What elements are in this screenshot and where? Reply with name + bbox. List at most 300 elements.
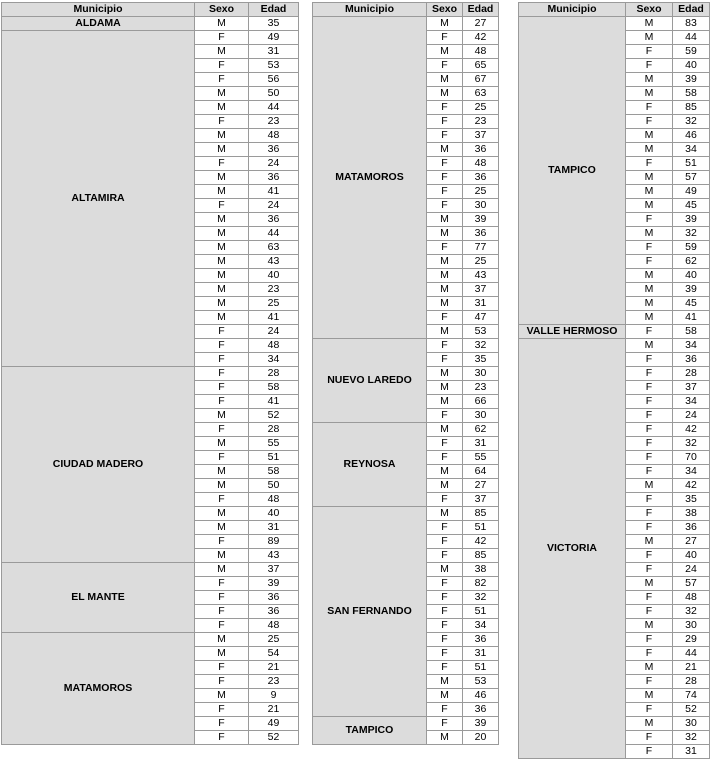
sexo-cell: M [427,465,463,479]
edad-cell: 77 [463,241,499,255]
sexo-cell: F [626,157,673,171]
edad-cell: 42 [673,423,710,437]
edad-cell: 30 [463,199,499,213]
edad-cell: 43 [463,269,499,283]
edad-cell: 44 [249,227,299,241]
municipio-cell: VICTORIA [519,339,626,759]
edad-cell: 42 [463,535,499,549]
municipio-cell: MATAMOROS [313,17,427,339]
header-sexo: Sexo [427,3,463,17]
sexo-cell: M [427,479,463,493]
sexo-cell: F [626,423,673,437]
edad-cell: 43 [249,549,299,563]
sexo-cell: M [195,227,249,241]
edad-cell: 45 [673,199,710,213]
edad-cell: 37 [249,563,299,577]
edad-cell: 36 [673,353,710,367]
sexo-cell: F [626,213,673,227]
table-row [519,17,710,31]
sexo-cell: F [195,493,249,507]
sexo-cell: F [195,73,249,87]
sexo-cell: F [626,591,673,605]
sexo-cell: M [626,661,673,675]
sexo-cell: F [195,591,249,605]
sexo-cell: M [427,283,463,297]
municipio-cell: EL MANTE [2,563,195,633]
sexo-cell: M [195,689,249,703]
sexo-cell: F [427,185,463,199]
edad-cell: 41 [249,311,299,325]
sexo-cell: M [626,311,673,325]
sexo-cell: F [427,605,463,619]
sexo-cell: M [626,297,673,311]
sexo-cell: M [195,549,249,563]
edad-cell: 34 [463,619,499,633]
edad-cell: 36 [463,703,499,717]
sexo-cell: F [195,731,249,745]
header-sexo: Sexo [195,3,249,17]
edad-cell: 32 [673,437,710,451]
sexo-cell: F [195,703,249,717]
edad-cell: 49 [249,31,299,45]
edad-cell: 30 [673,717,710,731]
municipio-cell: NUEVO LAREDO [313,339,427,423]
edad-cell: 51 [673,157,710,171]
sexo-cell: M [195,171,249,185]
sexo-cell: F [427,59,463,73]
sexo-cell: M [427,395,463,409]
header-edad: Edad [673,3,710,17]
sexo-cell: F [427,703,463,717]
sexo-cell: F [195,353,249,367]
edad-cell: 24 [249,157,299,171]
sexo-cell: F [427,535,463,549]
edad-cell: 34 [673,465,710,479]
municipio-cell: CIUDAD MADERO [2,367,195,563]
sexo-cell: M [427,423,463,437]
sexo-cell: F [427,115,463,129]
edad-cell: 24 [249,325,299,339]
sexo-cell: F [427,717,463,731]
edad-cell: 25 [249,633,299,647]
edad-cell: 40 [249,269,299,283]
sexo-cell: F [195,423,249,437]
edad-cell: 40 [673,549,710,563]
sexo-cell: M [427,227,463,241]
municipio-cell: TAMPICO [519,17,626,325]
sexo-cell: F [195,381,249,395]
sexo-cell: F [195,605,249,619]
edad-cell: 31 [463,437,499,451]
sexo-cell: F [626,675,673,689]
edad-cell: 40 [249,507,299,521]
sexo-cell: M [195,143,249,157]
edad-cell: 21 [673,661,710,675]
sexo-cell: M [427,367,463,381]
edad-cell: 28 [673,367,710,381]
table-row [519,325,710,339]
sexo-cell: F [427,647,463,661]
edad-cell: 21 [249,661,299,675]
edad-cell: 48 [463,157,499,171]
edad-cell: 48 [249,339,299,353]
edad-cell: 29 [673,633,710,647]
edad-cell: 74 [673,689,710,703]
sexo-cell: M [427,73,463,87]
sexo-cell: M [195,185,249,199]
header-municipio: Municipio [519,3,626,17]
sexo-cell: F [626,493,673,507]
edad-cell: 39 [463,717,499,731]
edad-cell: 31 [249,45,299,59]
edad-cell: 85 [463,507,499,521]
sexo-cell: F [195,367,249,381]
sexo-cell: F [626,647,673,661]
edad-cell: 39 [673,213,710,227]
sexo-cell: M [626,577,673,591]
edad-cell: 41 [249,185,299,199]
edad-cell: 39 [249,577,299,591]
edad-cell: 27 [463,17,499,31]
edad-cell: 58 [249,381,299,395]
sexo-cell: F [427,577,463,591]
edad-cell: 52 [249,731,299,745]
edad-cell: 41 [249,395,299,409]
edad-cell: 36 [249,171,299,185]
edad-cell: 31 [463,297,499,311]
edad-cell: 64 [463,465,499,479]
edad-cell: 39 [673,73,710,87]
header-sexo: Sexo [626,3,673,17]
table-right [518,2,710,759]
edad-cell: 52 [249,409,299,423]
edad-cell: 51 [463,605,499,619]
sexo-cell: M [626,479,673,493]
sexo-cell: F [427,633,463,647]
sexo-cell: M [626,199,673,213]
sexo-cell: F [626,409,673,423]
sexo-cell: M [195,255,249,269]
sexo-cell: M [626,717,673,731]
sexo-cell: F [427,353,463,367]
table-row [313,17,499,31]
sexo-cell: F [427,619,463,633]
sexo-cell: M [427,255,463,269]
sexo-cell: M [195,563,249,577]
sexo-cell: F [427,31,463,45]
edad-cell: 25 [249,297,299,311]
sexo-cell: M [427,675,463,689]
sexo-cell: M [195,409,249,423]
edad-cell: 85 [463,549,499,563]
sexo-cell: F [626,605,673,619]
edad-cell: 30 [463,367,499,381]
sexo-cell: M [626,185,673,199]
edad-cell: 46 [673,129,710,143]
table-left [1,2,299,745]
edad-cell: 23 [249,115,299,129]
table-row [313,507,499,521]
edad-cell: 58 [249,465,299,479]
edad-cell: 36 [463,227,499,241]
sexo-cell: F [195,535,249,549]
edad-cell: 23 [463,381,499,395]
edad-cell: 9 [249,689,299,703]
sexo-cell: F [195,31,249,45]
sexo-cell: F [626,703,673,717]
edad-cell: 32 [673,227,710,241]
table-row [2,17,299,31]
sexo-cell: M [195,87,249,101]
edad-cell: 44 [673,647,710,661]
edad-cell: 44 [249,101,299,115]
sexo-cell: M [626,17,673,31]
edad-cell: 31 [673,745,710,759]
header-row [2,3,299,17]
header-municipio: Municipio [2,3,195,17]
edad-cell: 44 [673,31,710,45]
edad-cell: 30 [463,409,499,423]
edad-cell: 50 [249,87,299,101]
sexo-cell: F [195,661,249,675]
sexo-cell: F [427,101,463,115]
table-row [313,423,499,437]
sexo-cell: M [427,87,463,101]
edad-cell: 28 [249,367,299,381]
edad-cell: 24 [673,563,710,577]
sexo-cell: F [626,101,673,115]
edad-cell: 25 [463,185,499,199]
edad-cell: 65 [463,59,499,73]
edad-cell: 34 [249,353,299,367]
edad-cell: 82 [463,577,499,591]
sexo-cell: M [427,297,463,311]
edad-cell: 40 [673,269,710,283]
edad-cell: 56 [249,73,299,87]
sexo-cell: F [195,59,249,73]
edad-cell: 57 [673,171,710,185]
edad-cell: 42 [673,479,710,493]
sexo-cell: M [195,17,249,31]
sexo-cell: F [195,675,249,689]
edad-cell: 53 [249,59,299,73]
edad-cell: 25 [463,255,499,269]
edad-cell: 23 [249,675,299,689]
edad-cell: 24 [673,409,710,423]
edad-cell: 31 [249,521,299,535]
sexo-cell: M [626,143,673,157]
municipio-cell: ALDAMA [2,17,195,31]
sexo-cell: M [626,339,673,353]
edad-cell: 45 [673,297,710,311]
header-row [313,3,499,17]
sexo-cell: M [195,129,249,143]
edad-cell: 55 [463,451,499,465]
sexo-cell: F [626,395,673,409]
edad-cell: 52 [673,703,710,717]
table-row [519,339,710,353]
header-edad: Edad [249,3,299,17]
sexo-cell: M [195,437,249,451]
sexo-cell: F [427,199,463,213]
sexo-cell: F [195,325,249,339]
municipio-cell: MATAMOROS [2,633,195,745]
sexo-cell: F [626,367,673,381]
sexo-cell: F [427,339,463,353]
sexo-cell: M [626,283,673,297]
sexo-cell: M [427,325,463,339]
table-row [2,633,299,647]
edad-cell: 36 [249,213,299,227]
edad-cell: 28 [673,675,710,689]
sexo-cell: F [195,451,249,465]
sexo-cell: M [626,269,673,283]
sexo-cell: F [427,451,463,465]
edad-cell: 47 [463,311,499,325]
edad-cell: 23 [463,115,499,129]
sexo-cell: F [427,661,463,675]
edad-cell: 66 [463,395,499,409]
header-municipio: Municipio [313,3,427,17]
edad-cell: 23 [249,283,299,297]
edad-cell: 35 [249,17,299,31]
edad-cell: 67 [463,73,499,87]
sexo-cell: F [195,115,249,129]
edad-cell: 51 [249,451,299,465]
sexo-cell: M [427,143,463,157]
sexo-cell: M [195,297,249,311]
sexo-cell: M [626,129,673,143]
edad-cell: 31 [463,647,499,661]
edad-cell: 43 [249,255,299,269]
sexo-cell: F [427,241,463,255]
edad-cell: 48 [673,591,710,605]
edad-cell: 48 [249,493,299,507]
edad-cell: 36 [463,171,499,185]
sexo-cell: M [195,465,249,479]
sexo-cell: F [427,549,463,563]
sexo-cell: F [626,633,673,647]
sexo-cell: F [195,717,249,731]
municipio-cell: SAN FERNANDO [313,507,427,717]
edad-cell: 38 [673,507,710,521]
edad-cell: 40 [673,59,710,73]
edad-cell: 34 [673,339,710,353]
header-edad: Edad [463,3,499,17]
table-row [313,717,499,731]
sexo-cell: F [427,437,463,451]
sexo-cell: M [427,381,463,395]
edad-cell: 50 [249,479,299,493]
edad-cell: 37 [463,493,499,507]
sexo-cell: M [195,479,249,493]
edad-cell: 83 [673,17,710,31]
edad-cell: 53 [463,325,499,339]
edad-cell: 59 [673,45,710,59]
municipio-cell: VALLE HERMOSO [519,325,626,339]
edad-cell: 36 [673,521,710,535]
sexo-cell: F [626,115,673,129]
edad-cell: 39 [673,283,710,297]
sexo-cell: F [427,311,463,325]
sexo-cell: M [626,227,673,241]
edad-cell: 62 [463,423,499,437]
edad-cell: 46 [463,689,499,703]
sexo-cell: F [626,451,673,465]
sexo-cell: F [626,745,673,759]
edad-cell: 54 [249,647,299,661]
sexo-cell: M [195,213,249,227]
sexo-cell: F [626,465,673,479]
sexo-cell: M [427,563,463,577]
header-row [519,3,710,17]
sexo-cell: F [626,241,673,255]
edad-cell: 34 [673,143,710,157]
edad-cell: 36 [249,605,299,619]
edad-cell: 55 [249,437,299,451]
edad-cell: 32 [673,605,710,619]
sexo-cell: M [427,507,463,521]
table-row [2,367,299,381]
sexo-cell: F [427,591,463,605]
edad-cell: 59 [673,241,710,255]
edad-cell: 57 [673,577,710,591]
edad-cell: 36 [463,143,499,157]
sexo-cell: M [427,17,463,31]
edad-cell: 58 [673,325,710,339]
sexo-cell: F [626,45,673,59]
edad-cell: 63 [463,87,499,101]
edad-cell: 37 [673,381,710,395]
sexo-cell: M [626,689,673,703]
sexo-cell: F [626,731,673,745]
edad-cell: 37 [463,283,499,297]
edad-cell: 27 [463,479,499,493]
sexo-cell: M [626,87,673,101]
sexo-cell: M [195,521,249,535]
edad-cell: 48 [249,129,299,143]
sexo-cell: F [626,549,673,563]
sexo-cell: F [626,437,673,451]
sexo-cell: F [626,353,673,367]
sexo-cell: F [626,521,673,535]
sexo-cell: F [427,129,463,143]
sexo-cell: F [195,619,249,633]
table-middle [312,2,499,745]
edad-cell: 48 [463,45,499,59]
edad-cell: 32 [463,591,499,605]
edad-cell: 32 [673,115,710,129]
sexo-cell: M [626,73,673,87]
edad-cell: 58 [673,87,710,101]
sexo-cell: M [427,269,463,283]
edad-cell: 48 [249,619,299,633]
edad-cell: 20 [463,731,499,745]
edad-cell: 49 [673,185,710,199]
sexo-cell: F [195,199,249,213]
sexo-cell: F [195,577,249,591]
sexo-cell: F [195,339,249,353]
sexo-cell: F [427,521,463,535]
edad-cell: 35 [673,493,710,507]
edad-cell: 63 [249,241,299,255]
sexo-cell: F [195,395,249,409]
edad-cell: 36 [463,633,499,647]
sexo-cell: M [195,507,249,521]
sexo-cell: F [427,409,463,423]
sexo-cell: F [626,325,673,339]
municipio-cell: REYNOSA [313,423,427,507]
